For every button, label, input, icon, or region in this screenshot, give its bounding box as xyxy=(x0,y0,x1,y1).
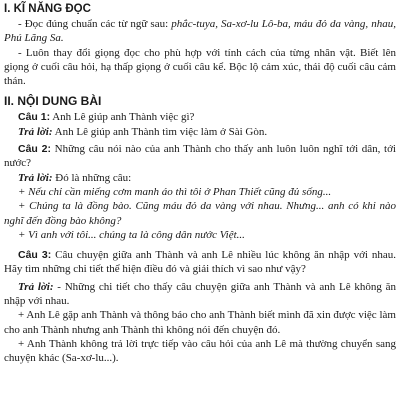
answer-3-item: + Anh Lê gặp anh Thành và thông báo cho anh Thành biết mình đã xin được việc làm cho anh Thành nhưng anh Thành thì không nói đến chuyện đó. xyxy=(4,309,396,336)
answer-2-label: Trả lời: xyxy=(18,171,53,184)
answer-2-item: + Nếu chỉ cần miếng cơm manh áo thì tôi ở Phan Thiết cũng đủ sống... xyxy=(18,185,332,198)
question-3-text: Câu chuyện giữa anh Thành và anh Lê nhiều lúc không ăn nhập với nhau. Hãy tìm những chi tiết thể hiện điều đó và giải thích vì sao như vậy? xyxy=(4,249,396,276)
question-3-label: Câu 3: xyxy=(18,249,52,262)
question-3 xyxy=(4,248,396,277)
reading-skill-paragraph-1-text: - Đọc đúng chuẩn các từ ngữ sau: xyxy=(18,18,172,30)
answer-2-item: + Chúng ta là đồng bào. Cũng máu đỏ da vàng với nhau. Nhưng... anh có khi nào nghĩ đến đồng bào không? xyxy=(4,200,396,227)
reading-skill-words: phắc-tuya, Sa-xơ-lu Lô-ba, máu đỏ da vàng, nhau, Phú Lãng Sa. xyxy=(4,18,396,45)
question-1-label: Câu 1: xyxy=(18,111,51,124)
answer-1 xyxy=(4,125,396,139)
reading-skill-paragraph-2: - Luôn thay đổi giọng đọc cho phù hợp với tính cách của từng nhân vật. Biết lên giọng ở cuối câu hỏi, hạ thấp giọng ở cuối câu kể. Bộc lộ cảm xúc, thái độ cuối câu cảm thán. xyxy=(4,46,396,88)
answer-1-label: Trả lời: xyxy=(18,125,53,138)
reading-skill-paragraph-1 xyxy=(4,17,396,46)
answer-3-label: Trả lời: xyxy=(18,280,54,293)
answer-3-text: - Những chi tiết cho thấy câu chuyện giữa anh Thành và anh Lê không ăn nhập với nhau. xyxy=(4,280,396,308)
answer-1-text: Anh Lê giúp anh Thành tìm việc làm ở Sài Gòn. xyxy=(52,125,268,138)
answer-2-item: + Vì anh với tôi... chúng ta là công dân nước Việt... xyxy=(18,228,245,241)
answer-3-item: + Anh Thành không trả lời trực tiếp vào câu hỏi của anh Lê mà thường chuyển sang chuyện khác (Sa-xơ-lu...). xyxy=(4,337,396,365)
question-2-text: Những câu nói nào của anh Thành cho thấy anh luôn luôn nghĩ tới dân, tới nước? xyxy=(4,143,396,170)
answer-2 xyxy=(4,171,396,185)
section-1-heading: I. KĨ NĂNG ĐỌC xyxy=(4,3,91,15)
section-2-heading: II. NỘI DUNG BÀI xyxy=(4,94,102,109)
question-2 xyxy=(4,142,396,171)
question-1 xyxy=(4,110,396,124)
answer-3 xyxy=(4,280,396,309)
question-1-text: Anh Lê giúp anh Thành việc gì? xyxy=(50,111,195,124)
answer-2-text: Đó là những câu: xyxy=(52,171,132,184)
question-2-label: Câu 2: xyxy=(18,143,51,156)
